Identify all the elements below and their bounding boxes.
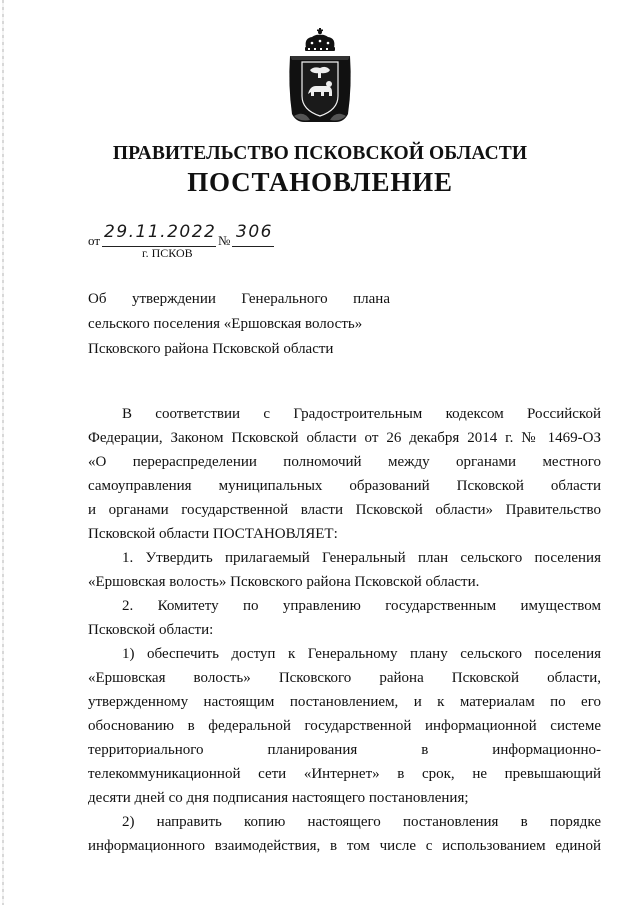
subject-line: Псковского района Псковской области [88,341,334,357]
body-line: 2. Комитету по управлению государственным имуществом [122,598,601,614]
scan-edge-artifact [2,0,4,905]
body-line: Псковской области: [88,622,214,638]
pskov-coat-of-arms-emblem [284,26,356,126]
body-line: десяти дней со дня подписания настоящего постановления; [88,790,469,806]
handwritten-number: 306 [236,222,273,242]
body-line: обоснованию в федеральной государственной информационной системе [88,718,601,734]
body-line: «Ершовская волость» Псковского района Псковской области, [88,670,601,686]
from-label: от [88,233,101,248]
body-line: 1) обеспечить доступ к Генеральному плану сельского поселения [122,646,601,662]
body-line: Псковской области ПОСТАНОВЛЯЕТ: [88,526,338,542]
number-underline [232,246,274,247]
body-line: 2) направить копию настоящего постановления в порядке [122,814,601,830]
city-label: г. ПСКОВ [142,246,193,260]
body-line: информационного взаимодействия, в том числе с использованием единой [88,838,601,854]
body-line: телекоммуникационной сети «Интернет» в срок, не превышающий [88,766,601,782]
number-label: № [218,233,231,248]
body-line: 1. Утвердить прилагаемый Генеральный план сельского поселения [122,550,601,566]
body-line: «О перераспределении полномочий между органами местного [88,454,601,470]
body-line: самоуправления муниципальных образований Псковской области [88,478,601,494]
body-line: Федерации, Законом Псковской области от 26 декабря 2014 г. № 1469-ОЗ [88,430,601,446]
body-line: «Ершовская волость» Псковского района Псковской области. [88,574,480,590]
document-body [88,402,601,858]
body-line: территориального планирования в информационно- [88,742,601,758]
organization-title: ПРАВИТЕЛЬСТВО ПСКОВСКОЙ ОБЛАСТИ [112,143,528,164]
document-subject [88,287,390,362]
handwritten-date: 29.11.2022 [104,222,217,242]
body-line: утвержденному настоящим постановлением, и к материалам по его [88,694,601,710]
dateline [88,222,308,250]
body-line: и органами государственной власти Псковской области» Правительство [88,502,601,518]
subject-line: сельского поселения «Ершовская волость» [88,316,363,332]
document-type-title: ПОСТАНОВЛЕНИЕ [187,167,453,197]
body-line: В соответствии с Градостроительным кодексом Российской [122,406,601,422]
subject-line: Об утверждении Генерального плана [88,291,390,307]
